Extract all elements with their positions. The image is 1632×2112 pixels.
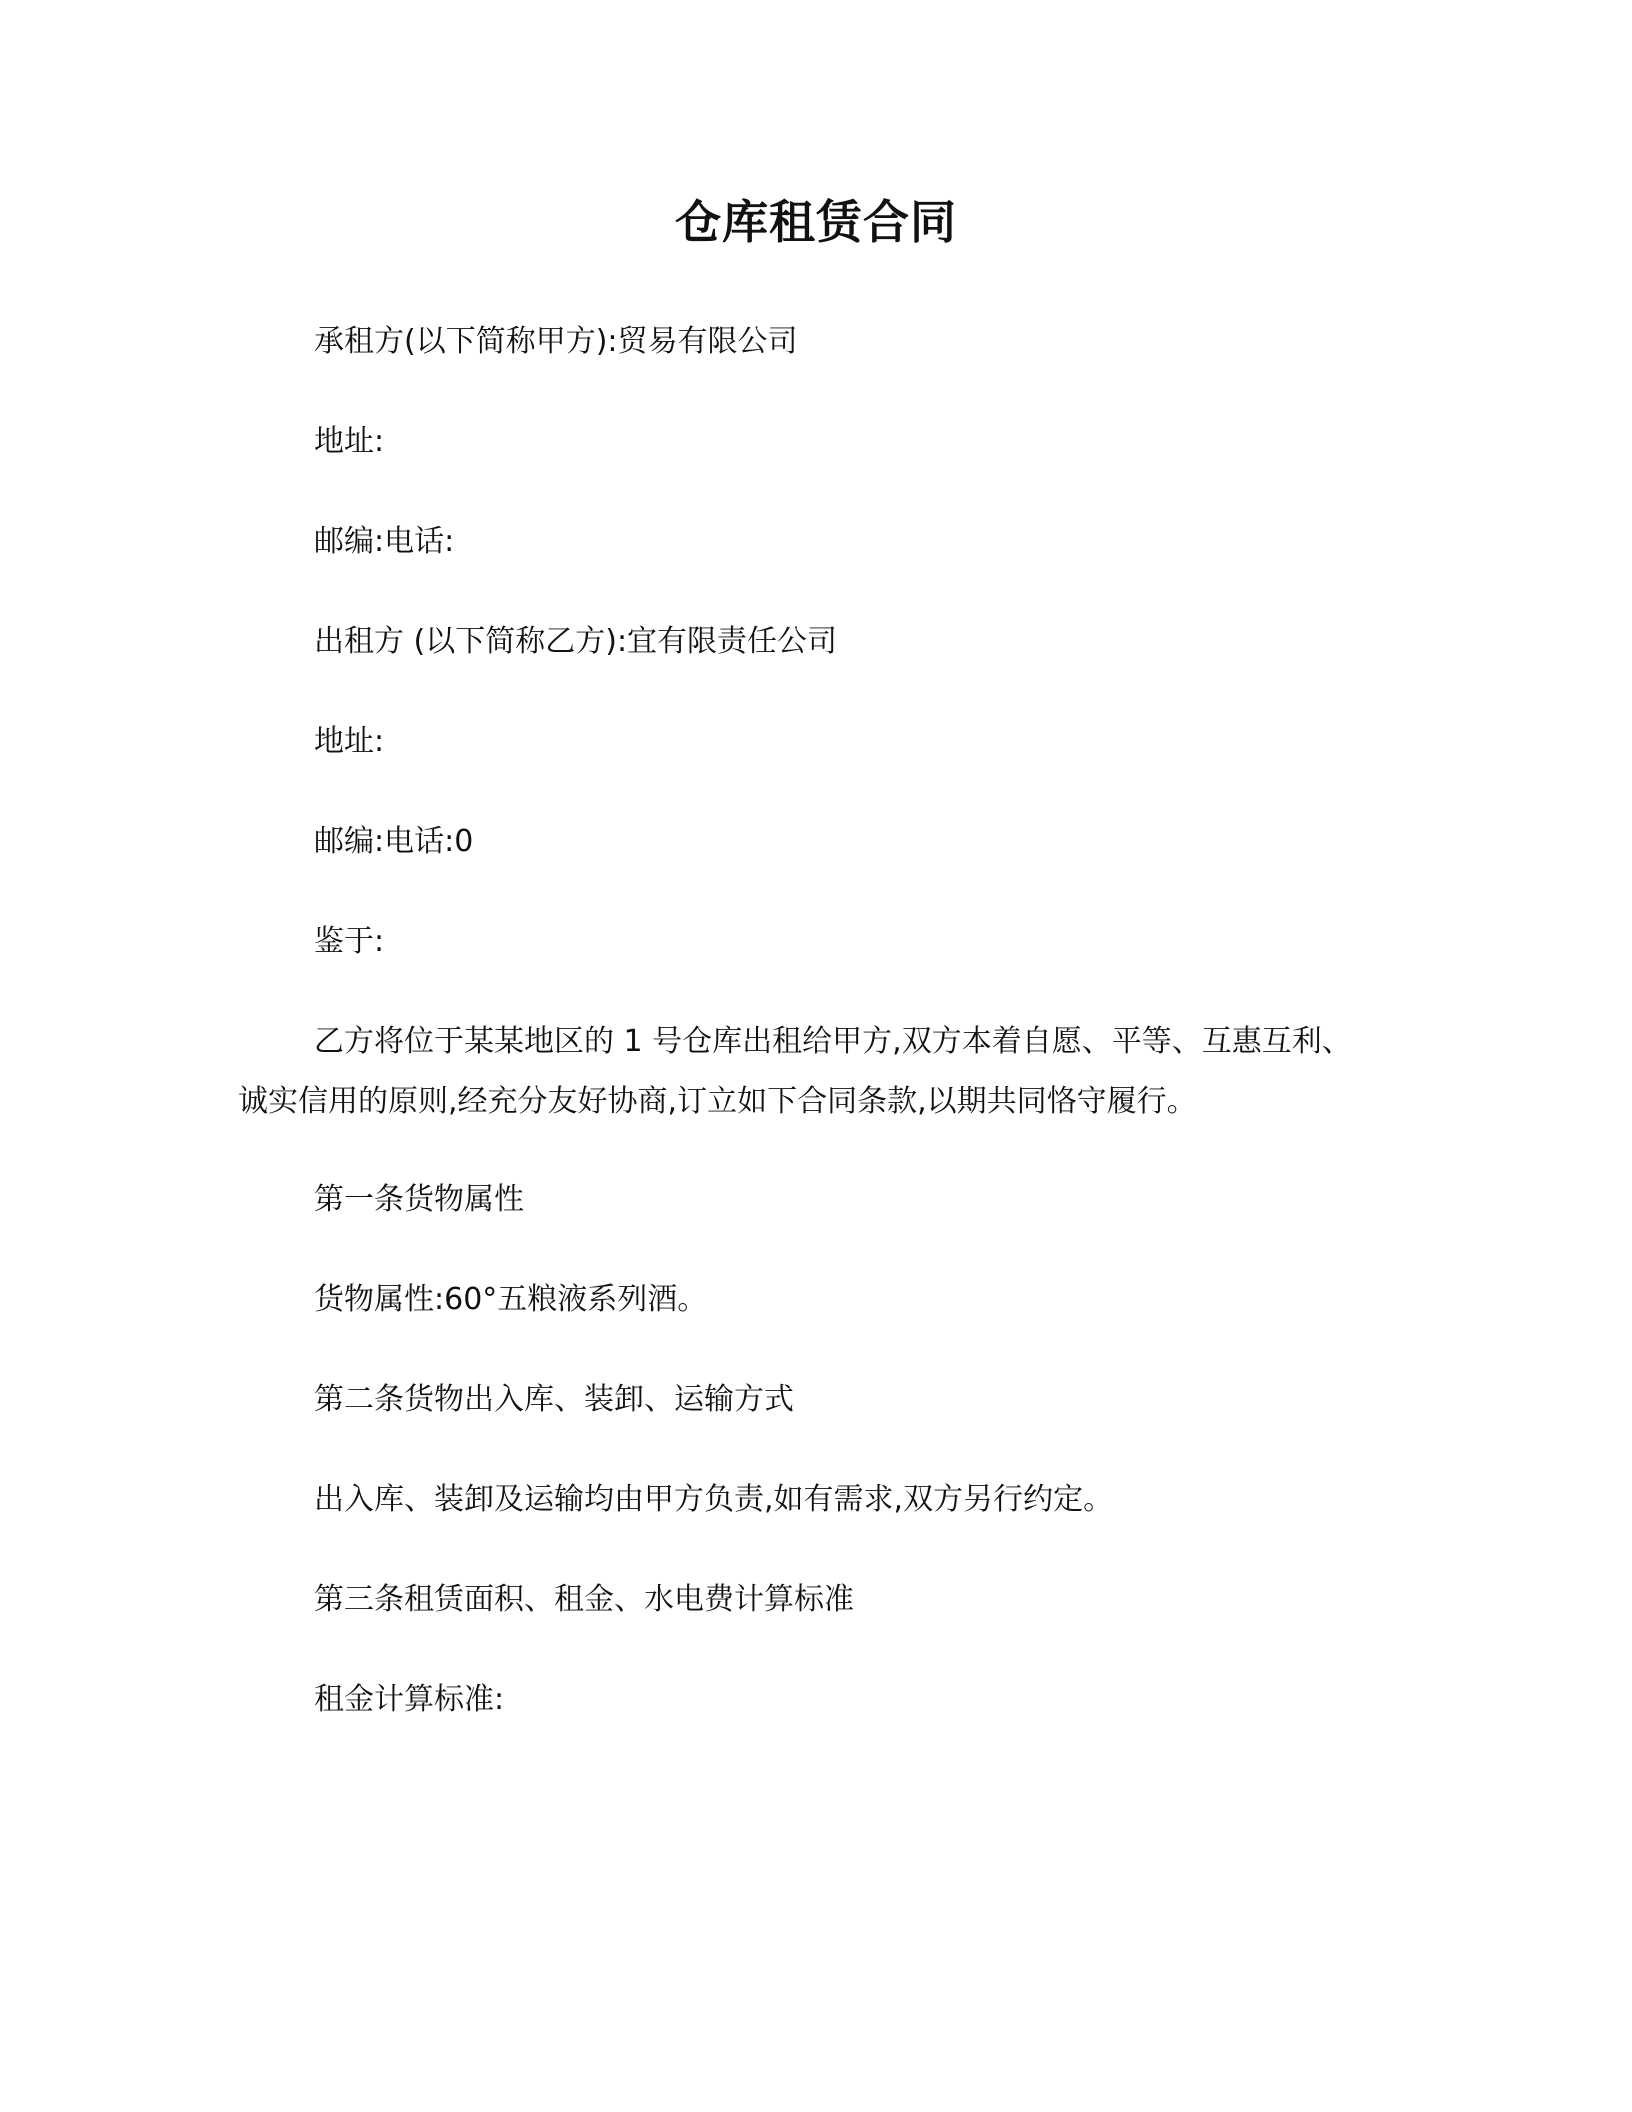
lessee-address-line: 地址: bbox=[314, 424, 385, 459]
lessor-line: 出租方 (以下简称乙方):宜有限责任公司 bbox=[314, 624, 838, 659]
lessor-postcode-phone-line: 邮编:电话:0 bbox=[314, 824, 474, 859]
lessee-postcode-phone-line: 邮编:电话: bbox=[314, 524, 455, 559]
article-3-heading: 第三条租赁面积、租金、水电费计算标准 bbox=[314, 1582, 854, 1617]
document-title: 仓库租赁合同 bbox=[675, 195, 957, 249]
whereas-line: 鉴于: bbox=[314, 924, 385, 959]
article-1-content: 货物属性:60°五粮液系列酒。 bbox=[314, 1282, 708, 1317]
lessee-line: 承租方(以下简称甲方):贸易有限公司 bbox=[314, 324, 798, 359]
article-1-heading: 第一条货物属性 bbox=[314, 1182, 524, 1217]
article-2-heading: 第二条货物出入库、装卸、运输方式 bbox=[314, 1382, 794, 1417]
lessor-address-line: 地址: bbox=[314, 724, 385, 759]
article-2-content: 出入库、装卸及运输均由甲方负责,如有需求,双方另行约定。 bbox=[314, 1482, 1114, 1517]
preamble-paragraph: 乙方将位于某某地区的 1 号仓库出租给甲方,双方本着自愿、平等、互惠互利、诚实信用的原则,经充分友好协商,订立如下合同条款,以期共同恪守履行。 bbox=[238, 1024, 1352, 1119]
rent-standard-line: 租金计算标准: bbox=[314, 1682, 505, 1717]
